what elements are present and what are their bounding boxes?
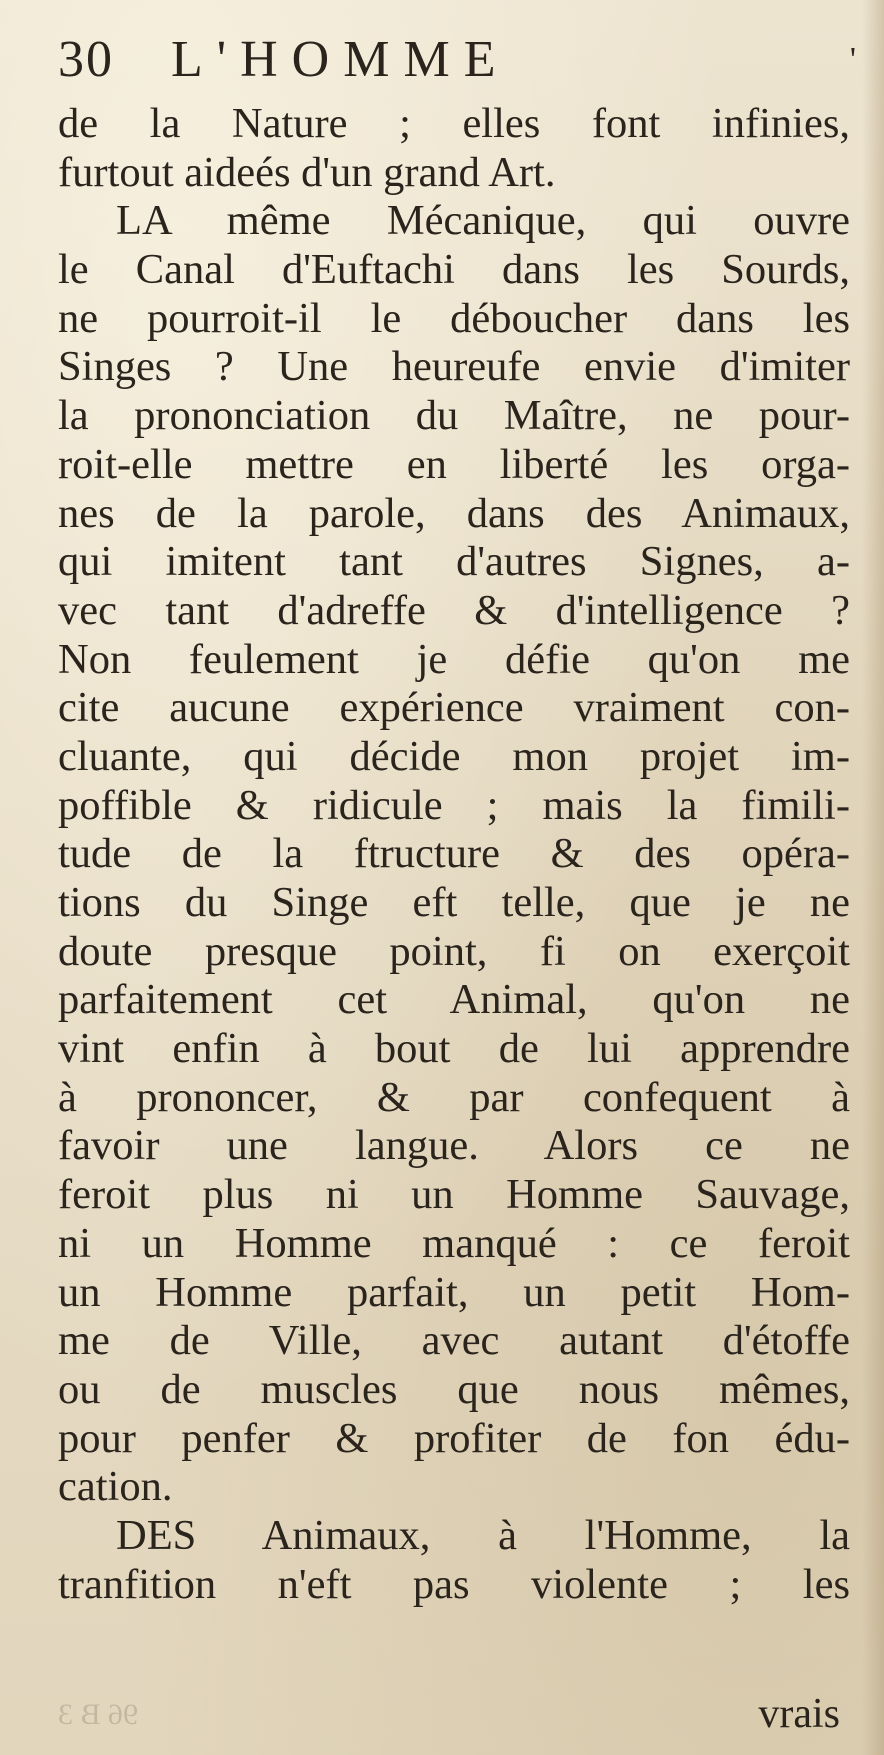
text-line: cite aucune expérience vraiment con-	[58, 684, 850, 732]
text-line: ou de muscles que nous mêmes,	[58, 1365, 850, 1413]
text-line: ne pourroit-il le déboucher dans les	[58, 294, 850, 342]
text-line: qui imitent tant d'autres Signes, a-	[58, 538, 850, 586]
text-line: me de Ville, avec autant d'étoffe	[58, 1317, 850, 1365]
text-line: tude de la ftructure & des opéra-	[58, 830, 850, 878]
text-line: la prononciation du Maître, ne pour-	[58, 392, 850, 440]
text-line: vint enfin à bout de lui apprendre	[58, 1025, 850, 1073]
catchword: vrais	[758, 1691, 840, 1737]
page-number: 30	[58, 31, 114, 88]
running-title: L'HOMME	[171, 31, 510, 88]
text-line: furtout aideés d'un grand Art.	[58, 148, 556, 196]
text-line: à prononcer, & par confequent à	[58, 1073, 850, 1121]
running-head	[58, 30, 858, 90]
page-footer	[58, 1690, 850, 1740]
text-line: cluante, qui décide mon projet im-	[58, 732, 850, 780]
text-line: doute presque point, fi on exerçoit	[58, 927, 850, 975]
text-line: vec tant d'adreffe & d'intelligence ?	[58, 586, 850, 634]
text-line: tranfition n'eft pas violente ; les	[58, 1560, 850, 1608]
bleed-through-text: 96 B 3	[58, 1698, 139, 1731]
text-line: Non feulement je défie qu'on me	[58, 635, 850, 683]
text-line: nes de la parole, dans des Animaux,	[58, 489, 850, 537]
text-line: le Canal d'Euftachi dans les Sourds,	[58, 246, 850, 294]
text-line: pour penfer & profiter de fon édu-	[58, 1414, 850, 1462]
text-line: roit-elle mettre en liberté les orga-	[58, 440, 850, 488]
text-line: DES Animaux, à l'Homme, la	[116, 1511, 850, 1559]
body-text	[58, 100, 850, 1609]
page-edge-shadow	[862, 0, 884, 1755]
text-line: Singes ? Une heureufe envie d'imiter	[58, 343, 850, 391]
head-mark: '	[849, 41, 858, 78]
text-line: un Homme parfait, un petit Hom-	[58, 1268, 850, 1316]
text-line: cation.	[58, 1463, 173, 1511]
text-line: favoir une langue. Alors ce ne	[58, 1122, 850, 1170]
text-line: parfaitement cet Animal, qu'on ne	[58, 976, 850, 1024]
text-line: LA même Mécanique, qui ouvre	[116, 197, 850, 245]
text-line: poffible & ridicule ; mais la fimili-	[58, 781, 850, 829]
text-line: ni un Homme manqué : ce feroit	[58, 1219, 850, 1267]
text-line: feroit plus ni un Homme Sauvage,	[58, 1171, 850, 1219]
text-line: de la Nature ; elles font infinies,	[58, 100, 850, 147]
text-line: tions du Singe eft telle, que je ne	[58, 879, 850, 926]
